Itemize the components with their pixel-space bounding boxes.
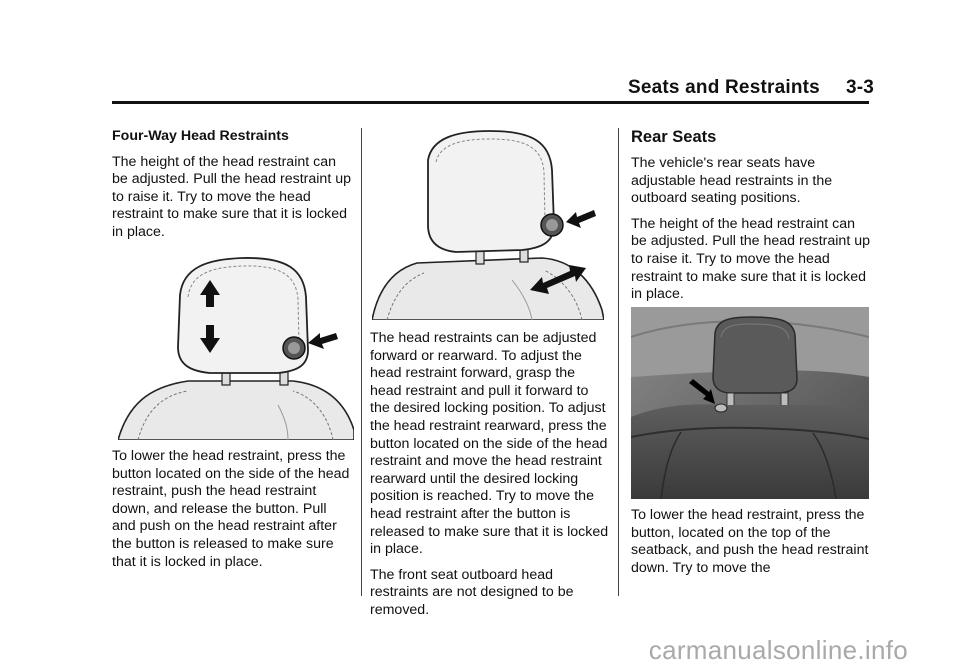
column-1-bottom	[112, 448, 354, 579]
col1-paragraph-2: To lower the head restraint, press the button located on the side of the head restraint, push the head restraint down, and release the button. Pull and push on the head restraint after the button is released to make sure that it is locked in place.	[112, 448, 350, 570]
column-3-bottom	[631, 507, 871, 585]
figure-front-head-restraint-height	[118, 255, 354, 440]
figure-front-head-restraint-fore-aft	[372, 130, 604, 320]
col3-paragraph-1: The vehicle's rear seats have adjustable head restraints in the outboard seating positions.	[631, 155, 833, 207]
column-divider-right	[618, 128, 619, 596]
column-3-top	[631, 155, 871, 312]
column-divider-left	[361, 128, 362, 596]
header-rule	[112, 101, 869, 104]
fore-aft-head-restraint-illustration	[372, 130, 604, 320]
col1-paragraph-1: The height of the head restraint can be adjusted. Pull the head restraint up to raise it. Try to move the head restraint to make sure that it is locked in place.	[112, 153, 351, 240]
col2-paragraph-2: The front seat outboard head restraints are not designed to be removed.	[370, 566, 574, 618]
figure-rear-head-restraint	[631, 307, 869, 499]
rear-head-restraint-photo	[631, 307, 869, 499]
col3-paragraph-2: The height of the head restraint can be adjusted. Pull the head restraint up to raise it. Try to move the head restraint to make sure that it is locked in place.	[631, 215, 870, 303]
col2-paragraph-1: The head restraints can be adjusted forward or rearward. To adjust the head restraint forward, grasp the head restraint and pull it forward to the desired locking position. To adjust the head restraint rearward, press the button located on the side of the head restraint and move the head restraint rearward until the desired locking position is reached. Try to move the head restraint after the button is released to make sure that it is locked in place.	[370, 330, 609, 558]
heading-rear-seats: Rear Seats	[631, 128, 717, 146]
col3-paragraph-3: To lower the head restraint, press the button, located on the top of the seatback, and push the head restraint down. Try to move the	[631, 507, 869, 576]
page-number: 3-3	[845, 77, 874, 98]
column-1-top	[112, 128, 352, 250]
subheading-four-way: Four-Way Head Restraints	[112, 128, 289, 144]
column-2-text	[370, 330, 610, 628]
watermark: carmanualsonline.info	[648, 635, 908, 665]
front-head-restraint-illustration	[118, 255, 354, 440]
section-title: Seats and Restraints 3-3	[627, 77, 874, 98]
